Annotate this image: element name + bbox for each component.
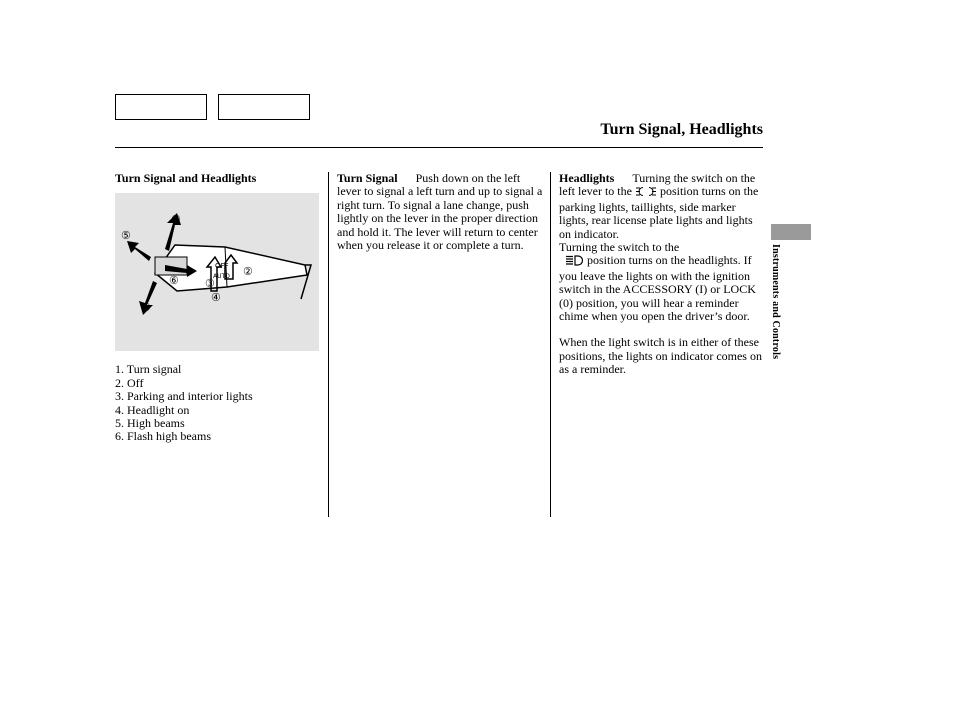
callout-1-bottom: ① (141, 302, 151, 315)
column-headlights (559, 172, 763, 377)
section-tab[interactable] (771, 224, 811, 240)
headlights-p1-rest: position turns on the parking lights, taillights, side marker lights, rear license plate lights and lights on indicator. (559, 184, 759, 241)
legend-item: 6. Flash high beams (115, 429, 211, 444)
column-turn-signal-headlights (115, 172, 320, 444)
column-turn-signal (337, 172, 544, 252)
legend-item: 5. High beams (115, 416, 185, 431)
legend-item: 4. Headlight on (115, 402, 190, 417)
callout-2: ② (243, 266, 253, 279)
callout-3: ③ (205, 278, 215, 291)
previous-page-button[interactable] (115, 94, 207, 120)
headlights-heading: Headlights (559, 171, 615, 185)
headlights-p2-intro: Turning the switch to the (559, 240, 680, 255)
headlights-paragraph-3: When the light switch is in either of these positions, the lights on indicator comes on as a reminder. (559, 335, 762, 377)
column-divider (550, 172, 551, 517)
turn-signal-body: Push down on the left lever to signal a left turn and up to signal a right turn. To signal a lane change, push lightly on the lever in the proper direction and hold it. The lever will return to center when you release it or complete a turn. (337, 171, 543, 253)
legend-item: 2. Off (115, 375, 144, 390)
headlight-icon (565, 255, 585, 269)
section-label: Instruments and Controls (770, 244, 781, 360)
combination-switch-drawing (115, 193, 319, 351)
headlights-p2-rest: position turns on the headlights. If you leave the lights on with the ignition switch in the ACCESSORY (I) or LOCK (0) position, you will hear a reminder chime when you open the driver’s door. (559, 253, 756, 324)
lever-illustration (115, 193, 319, 351)
callout-6: ⑥ (169, 275, 179, 288)
headlights-paragraph-1 (559, 172, 763, 323)
section-heading: Turn Signal and Headlights (115, 171, 257, 185)
legend-item: 3. Parking and interior lights (115, 389, 253, 404)
turn-signal-paragraph (337, 172, 544, 252)
turn-signal-heading: Turn Signal (337, 171, 398, 185)
legend-item: 1. Turn signal (115, 362, 182, 377)
header-rule (115, 147, 763, 148)
callout-5: ⑤ (121, 230, 131, 243)
switch-label-auto: AUTO (213, 273, 230, 281)
next-page-button[interactable] (218, 94, 310, 120)
headlights-p1-intro: Turning the switch on the left lever to the (559, 171, 756, 199)
column-divider (328, 172, 329, 517)
switch-label-off: OFF (215, 262, 229, 271)
callout-4: ④ (211, 292, 221, 305)
legend-list (115, 363, 320, 443)
arrow-forward-icon (127, 241, 151, 261)
page-title: Turn Signal, Headlights (600, 121, 763, 138)
callout-1-top: ① (171, 214, 181, 227)
parking-lights-icon (634, 186, 658, 200)
